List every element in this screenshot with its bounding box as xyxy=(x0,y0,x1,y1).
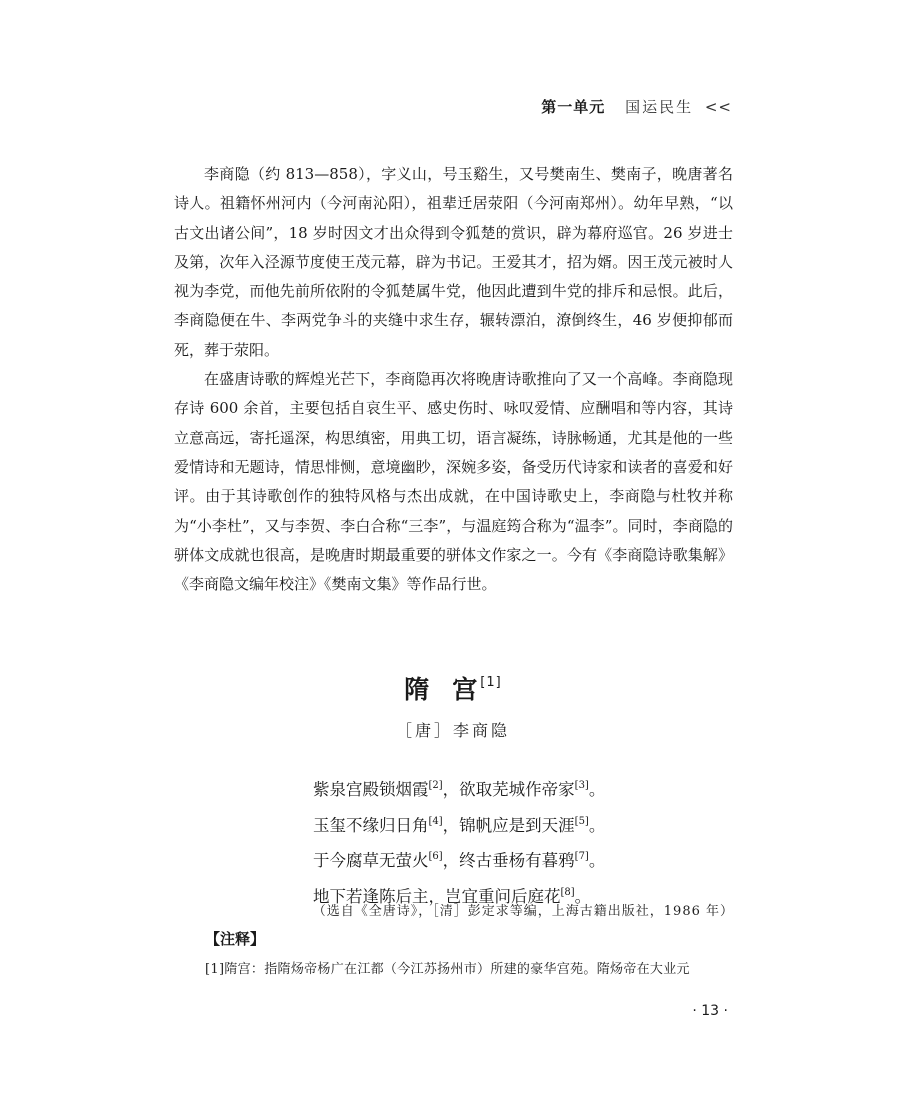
intro-paragraph-2: 在盛唐诗歌的辉煌光芒下，李商隐再次将晚唐诗歌推向了又一个高峰。李商隐现存诗 600 余首，主要包括自哀生平、感史伤时、咏叹爱情、应酬唱和等内容，其诗立意高远，寄托遥深，构思缜密，用典工切，语言凝练，诗脉畅通，尤其是他的一些爱情诗和无题诗，情思悱恻，意境幽眇，深婉多姿，备受历代诗家和读者的喜爱和好评。由于其诗歌创作的独特风格与杰出成就，在中国诗歌史上，李商隐与杜牧并称为“小李杜”，又与李贺、李白合称“三李”，与温庭筠合称为“温李”。同时，李商隐的骈体文成就也很高，是晚唐时期最重要的骈体文作家之一。今有《李商隐诗歌集解》《李商隐文编年校注》《樊南文集》等作品行世。 xyxy=(174,370,733,594)
poem-title xyxy=(0,670,906,706)
poem-line xyxy=(313,806,605,842)
notes-heading: 【注释】 xyxy=(205,930,266,948)
poem-line-text: 紫泉宫殿锁烟霞 xyxy=(313,780,429,799)
poem-line-text: 。 xyxy=(588,815,606,835)
poem-title-char-1: 隋 xyxy=(404,675,431,704)
poem-body xyxy=(313,770,605,912)
unit-theme: 国运民生 xyxy=(625,98,694,116)
running-head xyxy=(0,96,906,117)
poem-line-text: 。 xyxy=(588,851,606,870)
unit-label: 第一单元 xyxy=(541,98,606,116)
footnote-marker: [1] xyxy=(480,675,502,690)
footnote-marker: [8] xyxy=(560,886,575,898)
poem-line-text: 于今腐草无萤火 xyxy=(313,851,429,870)
footnote-marker: [6] xyxy=(428,851,443,862)
poem-line-text: ，终古垂杨有暮鸦 xyxy=(442,851,575,870)
poem-line-text: 。 xyxy=(588,780,606,799)
footnote-marker: [3] xyxy=(574,780,589,791)
poem-line-text: ，锦帆应是到天涯 xyxy=(442,815,575,835)
footnote-marker: [4] xyxy=(428,815,443,827)
footnote-item: [1]隋宫：指隋炀帝杨广在江都（今江苏扬州市）所建的豪华宫苑。隋炀帝在大业元 xyxy=(205,962,690,977)
poem-source-citation: （选自《全唐诗》，［清］彭定求等编，上海古籍出版社，1986 年） xyxy=(312,904,734,919)
footnote-marker: [7] xyxy=(574,851,589,862)
poem-line-text: 玉玺不缘归日角 xyxy=(313,815,429,835)
footnote-marker: [2] xyxy=(428,780,443,791)
poem-author: ［唐］李商隐 xyxy=(395,721,510,740)
poem-line-text: ，欲取芜城作帝家 xyxy=(442,780,575,799)
poem-line-text: 。 xyxy=(574,886,592,906)
poem-title-char-2: 宫 xyxy=(452,675,479,704)
poem-line xyxy=(313,841,605,877)
author-introduction xyxy=(174,160,733,599)
footnote-marker: [5] xyxy=(574,815,589,827)
chevron-left-icon: << xyxy=(704,98,732,116)
intro-paragraph-1: 李商隐（约 813—858），字义山，号玉谿生，又号樊南生、樊南子，晚唐著名诗人。祖籍怀州河内（今河南沁阳），祖辈迁居荥阳（今河南郑州）。幼年早熟，“以古文出诸公间”，18 岁时因文才出众得到令狐楚的赏识，辟为幕府巡官。26 岁进士及第，次年入泾源节度使王茂元幕，辟为书记。王爱其才，招为婿。因王茂元被时人视为李党，而他先前所依附的令狐楚属牛党，他因此遭到牛党的排斥和忌恨。此后，李商隐便在牛、李两党争斗的夹缝中求生存，辗转漂泊，潦倒终生，46 岁便抑郁而死，葬于荥阳。 xyxy=(174,165,733,359)
page-number: · 13 · xyxy=(692,1003,728,1019)
poem-line-text: 地下若逢陈后主，岂宜重问后庭花 xyxy=(313,886,561,906)
poem-line xyxy=(313,770,605,806)
